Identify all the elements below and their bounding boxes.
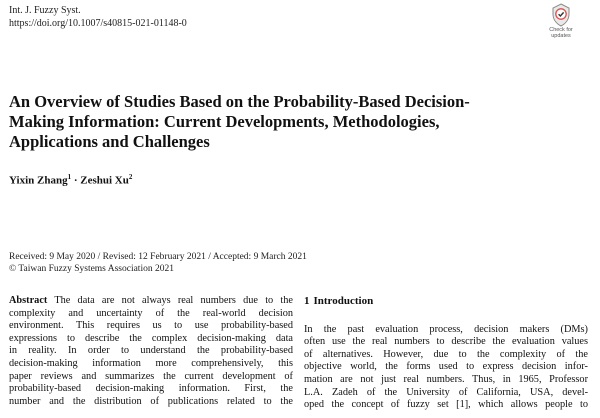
section-heading xyxy=(304,295,588,308)
intro-line: oped the concept of fuzzy set [1], which allows people to xyxy=(304,399,588,411)
author-separator: · xyxy=(71,174,81,187)
intro-line: L.A. Zadeh of the University of California, USA, devel- xyxy=(304,386,588,398)
section-number: 1 xyxy=(304,295,310,307)
title-line: Making Information: Current Developments, Methodologies, xyxy=(9,112,440,131)
abstract-line: complexity and uncertainty of the real-world decision xyxy=(9,307,293,319)
author-name[interactable]: Zeshui Xu xyxy=(80,174,129,187)
abstract-line: in reality. In order to understand the probability-based xyxy=(9,345,293,357)
abstract-line: number and the distribution of publications related to the xyxy=(9,395,293,407)
intro-line: often use the real numbers to describe the evaluation values xyxy=(304,336,588,348)
abstract-label: Abstract xyxy=(9,295,48,306)
check-for-updates-badge[interactable] xyxy=(545,3,577,43)
author-affiliation-mark: 2 xyxy=(128,173,133,181)
author-list xyxy=(9,173,132,187)
abstract-line: paper reviews and summarizes the current development of xyxy=(9,370,293,382)
doi-link[interactable]: https://doi.org/10.1007/s40815-021-01148-0 xyxy=(9,18,187,29)
section-title: Introduction xyxy=(313,295,374,307)
author-name[interactable]: Yixin Zhang xyxy=(9,174,68,187)
journal-header xyxy=(9,4,187,30)
abstract-line: decision-making information more comprehensively, this xyxy=(9,357,293,369)
intro-line: In the past evaluation process, decision makers (DMs) xyxy=(304,323,588,335)
abstract-line xyxy=(9,295,293,308)
intro-line: mation are not just real numbers. Thus, in 1965, Professor xyxy=(304,373,588,385)
check-for-updates-icon xyxy=(550,3,572,27)
introduction-column xyxy=(304,295,588,412)
title-line: Applications and Challenges xyxy=(9,132,210,151)
abstract-column xyxy=(9,295,293,408)
abstract-line: expressions to describe the complex decision-making data xyxy=(9,332,293,344)
badge-line-2: updates xyxy=(551,33,571,39)
abstract-line: probability-based decision-making information. First, the xyxy=(9,383,293,395)
abstract-line: environment. This requires us to use probability-based xyxy=(9,320,293,332)
history-dates: Received: 9 May 2020 / Revised: 12 February 2021 / Accepted: 9 March 2021 xyxy=(9,252,307,262)
paper-title xyxy=(9,92,589,152)
intro-line: of alternatives. However, due to the complexity of the xyxy=(304,348,588,360)
article-history xyxy=(9,251,307,275)
title-line: An Overview of Studies Based on the Probability-Based Decision- xyxy=(9,92,470,111)
intro-line: objective world, the forms used to express decision infor- xyxy=(304,361,588,373)
copyright-line: © Taiwan Fuzzy Systems Association 2021 xyxy=(9,264,174,274)
author-affiliation-mark: 1 xyxy=(67,173,72,181)
abstract-text: The data are not always real numbers due to the xyxy=(47,295,293,306)
badge-line-1: Check for xyxy=(549,27,573,33)
journal-name: Int. J. Fuzzy Syst. xyxy=(9,5,81,16)
